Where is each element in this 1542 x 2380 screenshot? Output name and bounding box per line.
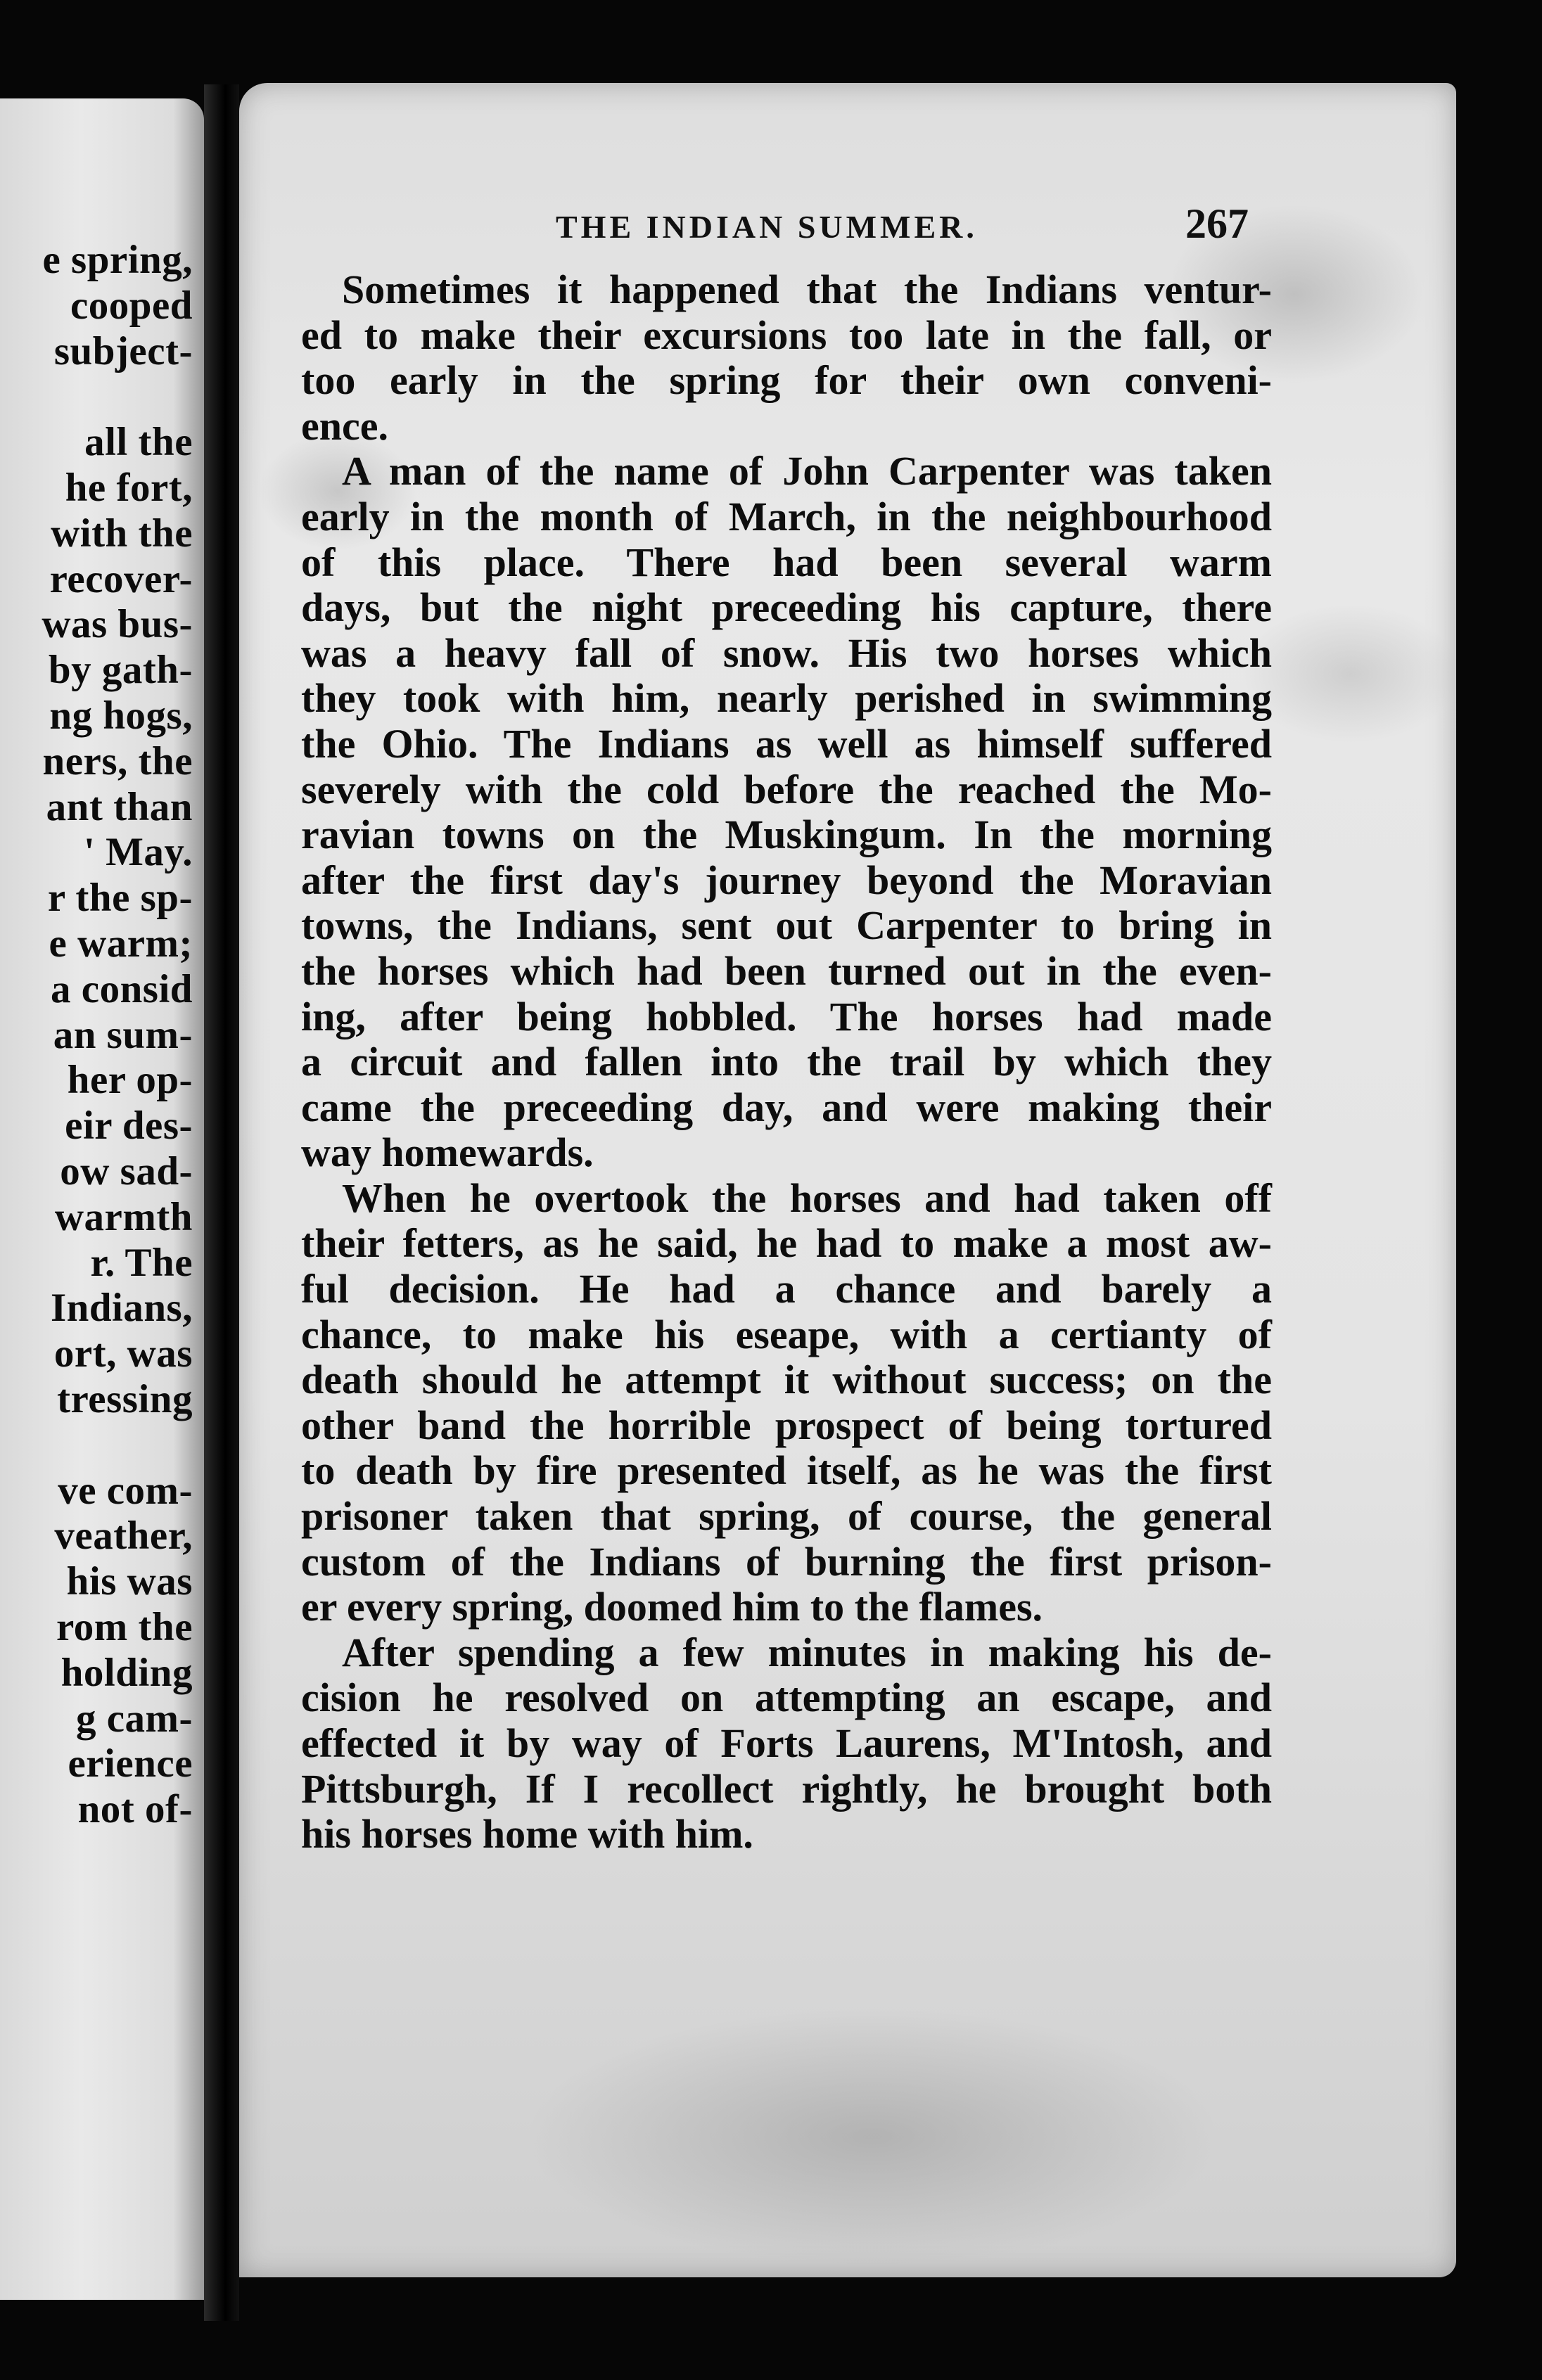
left-page-line: ners, the bbox=[42, 738, 193, 783]
facing-page-left bbox=[0, 98, 204, 2300]
left-page-line: ' May. bbox=[84, 830, 193, 875]
text-line: custom of the Indians of burning the first prison- bbox=[301, 1538, 1272, 1585]
text-line: his horses home with him. bbox=[301, 1811, 753, 1857]
left-page-line: subject- bbox=[53, 328, 193, 373]
left-page-line: rom the bbox=[56, 1605, 193, 1649]
book-gutter bbox=[204, 84, 239, 2321]
left-page-line: ng hogs, bbox=[49, 693, 193, 738]
left-page-line: his was bbox=[66, 1559, 193, 1604]
left-page-line: by gath- bbox=[48, 648, 193, 693]
text-line: too early in the spring for their own conveni- bbox=[301, 357, 1272, 404]
running-head: THE INDIAN SUMMER. bbox=[556, 209, 978, 245]
left-page-line: recover- bbox=[49, 556, 193, 601]
text-line: cision he resolved on attempting an escape, and bbox=[301, 1675, 1272, 1721]
left-page-line: tressing bbox=[57, 1377, 193, 1421]
text-line: early in the month of March, in the neighbourhood bbox=[301, 493, 1272, 539]
left-page-line: ort, was bbox=[53, 1331, 193, 1376]
body-text bbox=[301, 267, 1272, 1857]
book-page-right bbox=[239, 83, 1456, 2277]
page-number: 267 bbox=[1185, 200, 1249, 247]
text-line: way homewards. bbox=[301, 1130, 594, 1176]
left-page-line: r the sp- bbox=[47, 876, 193, 921]
left-page-line: he fort, bbox=[65, 466, 193, 510]
text-line: effected it by way of Forts Laurens, M'Intosh, and bbox=[301, 1720, 1272, 1766]
left-page-line: veather, bbox=[54, 1514, 193, 1559]
text-line: the horses which had been turned out in the even- bbox=[301, 947, 1272, 994]
text-line: of this place. There had been several warm bbox=[301, 539, 1272, 585]
text-line: After spending a few minutes in making his de- bbox=[342, 1629, 1272, 1675]
text-line: days, but the night preceeding his capture, there bbox=[301, 584, 1272, 631]
left-page-line: cooped bbox=[70, 283, 193, 328]
left-page-line: an sum- bbox=[53, 1012, 193, 1057]
left-page-line: warmth bbox=[54, 1194, 193, 1239]
left-page-line: ve com- bbox=[58, 1468, 193, 1513]
left-page-line: r. The bbox=[90, 1240, 193, 1285]
left-page-line: ant than bbox=[46, 784, 193, 829]
text-line: came the preceeding day, and were making their bbox=[301, 1084, 1272, 1130]
text-line: the Ohio. The Indians as well as himself suffered bbox=[301, 720, 1272, 767]
text-line: other band the horrible prospect of being tortured bbox=[301, 1402, 1272, 1448]
left-page-line: holding bbox=[60, 1650, 193, 1695]
left-page-line: all the bbox=[84, 420, 193, 465]
left-page-line: e spring, bbox=[42, 238, 193, 282]
left-page-line: Indians, bbox=[50, 1286, 193, 1331]
text-line: ful decision. He had a chance and barely a bbox=[301, 1266, 1272, 1312]
text-line: a circuit and fallen into the trail by which they bbox=[301, 1039, 1272, 1085]
left-page-line: g cam- bbox=[75, 1696, 193, 1741]
text-line: ence. bbox=[301, 402, 388, 449]
left-page-line: eir des- bbox=[65, 1103, 193, 1149]
left-page-line: erience bbox=[68, 1741, 193, 1786]
text-line: severely with the cold before the reached the Mo- bbox=[301, 766, 1272, 812]
text-line: was a heavy fall of snow. His two horses which bbox=[301, 629, 1272, 676]
text-line: death should he attempt it without success; on the bbox=[301, 1357, 1272, 1403]
text-line: ed to make their excursions too late in the fall, or bbox=[301, 312, 1272, 358]
text-line: er every spring, doomed him to the flames. bbox=[301, 1584, 1043, 1630]
text-line: towns, the Indians, sent out Carpenter to bring in bbox=[301, 902, 1272, 949]
text-line: prisoner taken that spring, of course, the general bbox=[301, 1493, 1272, 1540]
text-line: Sometimes it happened that the Indians ventur- bbox=[342, 267, 1272, 312]
text-line: A man of the name of John Carpenter was taken bbox=[342, 448, 1272, 494]
left-page-line: was bus- bbox=[42, 602, 193, 647]
text-line: chance, to make his eseape, with a certianty of bbox=[301, 1311, 1272, 1357]
left-page-line: e warm; bbox=[49, 921, 193, 966]
text-line: they took with him, nearly perished in swimming bbox=[301, 675, 1272, 722]
text-line: When he overtook the horses and had taken off bbox=[342, 1175, 1272, 1221]
text-line: after the first day's journey beyond the Moravian bbox=[301, 857, 1272, 903]
text-line: ing, after being hobbled. The horses had made bbox=[301, 993, 1272, 1039]
text-line: ravian towns on the Muskingum. In the morning bbox=[301, 812, 1272, 858]
left-page-line: a consid bbox=[51, 966, 193, 1011]
left-page-line: not of- bbox=[77, 1787, 193, 1832]
left-page-line: her op- bbox=[67, 1058, 193, 1103]
text-line: Pittsburgh, If I recollect rightly, he brought both bbox=[301, 1765, 1272, 1812]
text-line: their fetters, as he said, he had to make a most aw- bbox=[301, 1220, 1272, 1267]
text-line: to death by fire presented itself, as he was the first bbox=[301, 1447, 1272, 1494]
left-page-line: ow sad- bbox=[60, 1149, 193, 1194]
left-page-line: with the bbox=[51, 511, 193, 556]
